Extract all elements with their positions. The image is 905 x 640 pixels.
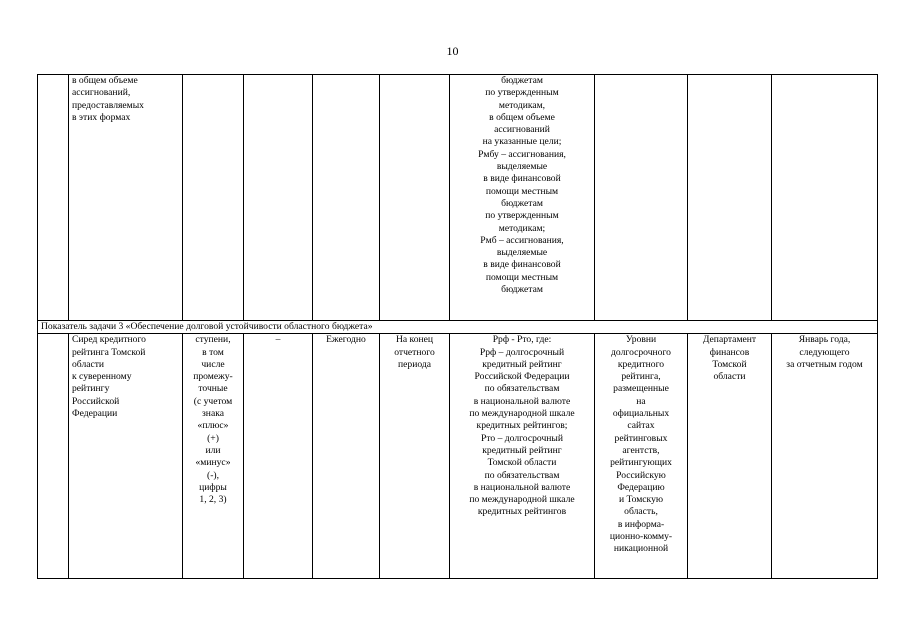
cell-text-line: (-), xyxy=(207,469,219,481)
cell-text-line: области xyxy=(72,358,105,370)
cell-text-line: к суверенному xyxy=(72,371,132,383)
cell-text-line: следующего xyxy=(799,346,850,358)
cell-text-line: (с учетом xyxy=(193,395,233,407)
cell-text-line: Федерации xyxy=(72,408,118,420)
cell-text-line: методикам; xyxy=(498,222,546,234)
cell-text-line: области xyxy=(713,371,746,383)
cell-text-line: цифры xyxy=(199,481,227,493)
cell-text-line: методикам, xyxy=(498,99,546,111)
cell-text-line: отчетного xyxy=(394,346,435,358)
cell-indicator-name xyxy=(69,75,183,321)
cell-frequency xyxy=(313,334,380,579)
cell-text-line: помощи местным xyxy=(485,271,559,283)
cell-text-line: и Томскую xyxy=(618,494,664,506)
cell-formula xyxy=(450,75,595,321)
cell-source xyxy=(595,334,688,579)
cell-text-line: ассигнований, xyxy=(72,87,131,99)
cell-text-line: по международной шкале xyxy=(469,494,575,506)
cell-text-line: Рмбу – ассигнования, xyxy=(478,148,566,160)
cell-text-line: 1, 2, 3) xyxy=(199,494,227,506)
cell-text-line: бюджетам xyxy=(501,197,543,209)
cell-text-line: или xyxy=(205,444,221,456)
cell-text-line: ционно-комму- xyxy=(609,531,673,543)
cell-text-line: Рмб – ассигнования, xyxy=(480,234,564,246)
cell-deadline xyxy=(772,334,878,579)
cell-text-line: кредитных рейтингов xyxy=(477,506,567,518)
cell-text-line: «минус» xyxy=(195,457,231,469)
cell-text-line: официальных xyxy=(612,408,670,420)
cell-unit xyxy=(183,334,244,579)
cell-text-line: периода xyxy=(398,358,431,370)
cell-text-line: на xyxy=(636,395,646,407)
cell-text-line: выделяемые xyxy=(496,161,548,173)
cell-text-line: Январь года, xyxy=(798,334,851,346)
cell-text-line: в общем объеме xyxy=(489,111,555,123)
page-number: 10 xyxy=(446,44,459,58)
cell-base-value xyxy=(244,75,313,321)
indicator-table xyxy=(37,74,878,579)
cell-base-value xyxy=(244,334,313,579)
cell-text-line: рейтинга Томской xyxy=(72,346,146,358)
cell-source xyxy=(595,75,688,321)
cell-text-line: Уровни xyxy=(625,334,657,346)
cell-text-line: кредитных рейтингов; xyxy=(476,420,568,432)
cell-text-line: Томской области xyxy=(487,457,557,469)
cell-period xyxy=(380,334,450,579)
cell-text-line: ассигнований xyxy=(494,124,550,136)
continuation-row xyxy=(38,75,878,321)
cell-text-line: помощи местным xyxy=(485,185,559,197)
cell-number xyxy=(38,334,69,579)
cell-text-line: – xyxy=(275,334,281,346)
cell-text-line: промежу- xyxy=(193,371,233,383)
cell-text-line: в информа- xyxy=(617,518,665,530)
cell-text-line: кредитный рейтинг xyxy=(482,444,562,456)
cell-text-line: за отчетным годом xyxy=(786,358,863,370)
cell-indicator-name xyxy=(69,334,183,579)
cell-text-line: предоставляемых xyxy=(72,99,144,111)
cell-text-line: Российской Федерации xyxy=(474,371,570,383)
cell-text-line: по международной шкале xyxy=(469,408,575,420)
cell-text-line: Сиред кредитного xyxy=(72,334,146,346)
cell-period xyxy=(380,75,450,321)
cell-text-line: финансов xyxy=(709,346,750,358)
cell-text-line: кредитного xyxy=(617,358,665,370)
cell-text-line: сайтах xyxy=(627,420,655,432)
cell-text-line: в том xyxy=(202,346,224,358)
cell-text-line: знака xyxy=(202,408,224,420)
cell-number xyxy=(38,75,69,321)
cell-responsible xyxy=(688,75,772,321)
cell-text-line: бюджетам xyxy=(501,75,543,86)
cell-text-line: На конец xyxy=(395,334,434,346)
section-title: Показатель задачи 3 «Обеспечение долговой устойчивости областного бюджета» xyxy=(38,321,878,334)
cell-responsible xyxy=(688,334,772,579)
cell-text-line: точные xyxy=(198,383,228,395)
cell-text-line: Федерацию xyxy=(617,481,665,493)
cell-text-line: в национальной валюте xyxy=(473,481,571,493)
cell-text-line: Рто – долгосрочный xyxy=(480,432,563,444)
cell-text-line: область, xyxy=(624,506,658,518)
cell-text-line: никационной xyxy=(613,543,669,555)
cell-text-line: по утвержденным xyxy=(485,210,559,222)
cell-text-line: (+) xyxy=(207,432,219,444)
cell-deadline xyxy=(772,75,878,321)
cell-formula xyxy=(450,334,595,579)
cell-text-line: Ррф – долгосрочный xyxy=(479,346,565,358)
cell-text-line: Российской xyxy=(72,395,120,407)
cell-text-line: по обязательствам xyxy=(484,469,560,481)
cell-text-line: Ежегодно xyxy=(326,334,366,346)
cell-text-line: кредитный рейтинг xyxy=(482,358,562,370)
cell-text-line: в виде финансовой xyxy=(483,259,561,271)
cell-text-line: размещенные xyxy=(613,383,669,395)
cell-text-line: числе xyxy=(201,358,225,370)
cell-text-line: выделяемые xyxy=(496,247,548,259)
cell-text-line: ступени, xyxy=(195,334,231,346)
cell-text-line: долгосрочного xyxy=(611,346,671,358)
cell-text-line: в национальной валюте xyxy=(473,395,571,407)
cell-text-line: «плюс» xyxy=(197,420,229,432)
cell-text-line: бюджетам xyxy=(501,284,543,296)
cell-text-line: в виде финансовой xyxy=(483,173,561,185)
cell-text-line: по обязательствам xyxy=(484,383,560,395)
cell-text-line: Ррф - Рто, где: xyxy=(492,334,552,346)
cell-text-line: Департамент xyxy=(702,334,757,346)
cell-text-line: агентств, xyxy=(622,444,660,456)
cell-text-line: в общем объеме xyxy=(72,75,138,86)
cell-text-line: рейтингующих xyxy=(610,457,672,469)
cell-text-line: в этих формах xyxy=(72,111,131,123)
cell-text-line: на указанные цели; xyxy=(482,136,562,148)
cell-text-line: Томской xyxy=(712,358,747,370)
cell-text-line: рейтинга, xyxy=(621,371,661,383)
cell-frequency xyxy=(313,75,380,321)
indicator-row xyxy=(38,334,878,579)
cell-text-line: рейтинговых xyxy=(614,432,668,444)
cell-text-line: Российскую xyxy=(616,469,666,481)
section-row xyxy=(38,321,878,334)
cell-text-line: рейтингу xyxy=(72,383,110,395)
cell-text-line: по утвержденным xyxy=(485,87,559,99)
cell-unit xyxy=(183,75,244,321)
